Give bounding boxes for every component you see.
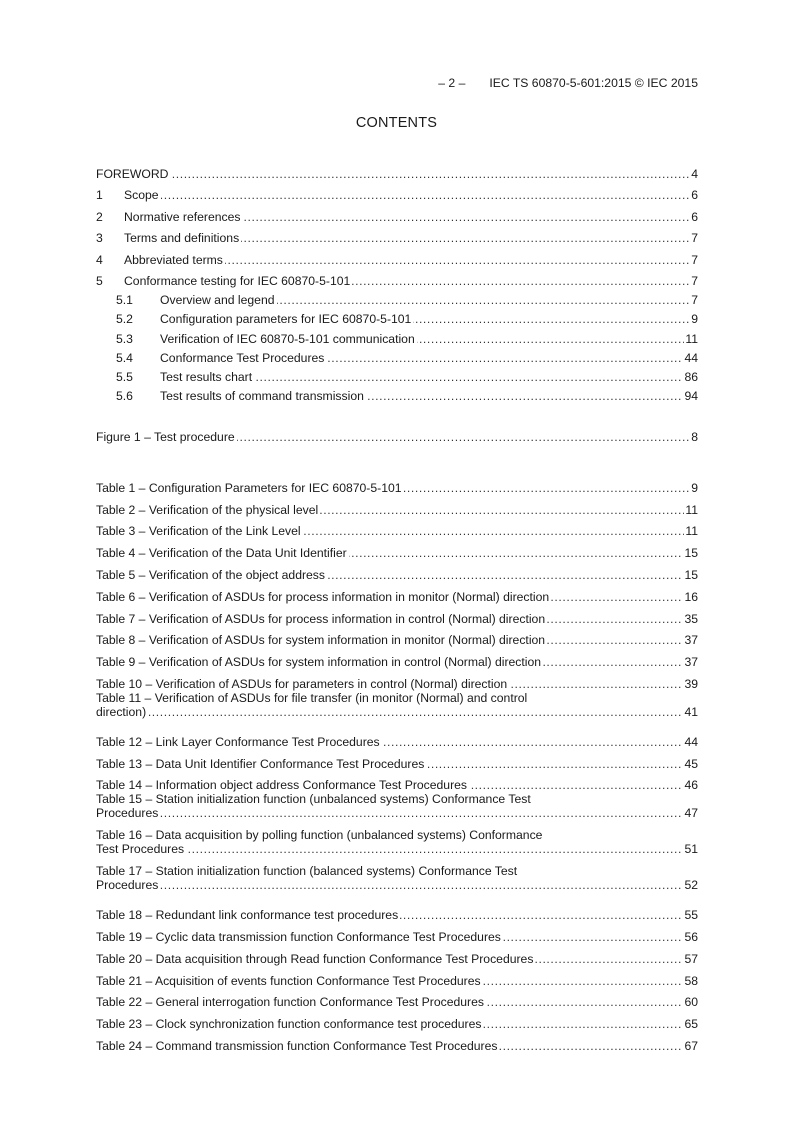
toc-entry-page: 11 <box>685 524 698 539</box>
toc-sections <box>96 159 698 403</box>
toc-entry-label: Table 6 – Verification of ASDUs for process information in monitor (Normal) direction <box>96 589 550 604</box>
toc-entry-page: 57 <box>684 951 698 966</box>
toc-entry-table-3[interactable] <box>96 517 698 539</box>
toc-entry-label: Table 5 – Verification of the object address <box>96 567 325 582</box>
toc-entry-label: Table 19 – Cyclic data transmission function Conformance Test Procedures <box>96 929 501 944</box>
toc-entry-subsection-5-2[interactable] <box>96 307 698 326</box>
subsection-number: 5.6 <box>116 389 133 404</box>
toc-entry-page: 6 <box>691 188 698 202</box>
toc-entry-page: 15 <box>684 567 698 582</box>
subsection-number: 5.2 <box>116 312 133 327</box>
toc-entry-page: 58 <box>684 973 698 988</box>
toc-entry-table-7[interactable] <box>96 604 698 626</box>
toc-entry-label: Table 4 – Verification of the Data Unit Identifier <box>96 546 347 561</box>
toc-entry-subsection-5-3[interactable] <box>96 326 698 345</box>
toc-entry-label: Scope <box>124 188 159 202</box>
toc-entry-table-14[interactable] <box>96 771 698 793</box>
toc-entry-label: Conformance testing for IEC 60870-5-101 <box>124 274 351 288</box>
toc-entry-table-18[interactable] <box>96 900 698 922</box>
toc-entry-page: 60 <box>684 995 698 1010</box>
toc-entry-page: 37 <box>684 633 698 648</box>
toc-entry-label: Table 20 – Data acquisition through Read function Conformance Test Procedures <box>96 951 534 966</box>
toc-entry-page: 8 <box>691 430 698 444</box>
toc-entry-label-line1: Table 15 – Station initialization function (unbalanced systems) Conformance Test <box>96 792 531 807</box>
section-number: 2 <box>96 209 103 224</box>
section-number: 3 <box>96 231 103 245</box>
toc-entry-label: Verification of IEC 60870-5-101 communication <box>160 331 415 346</box>
toc-entry-label: Terms and definitions <box>124 231 240 245</box>
toc-entry-label: Table 8 – Verification of ASDUs for system information in monitor (Normal) direction <box>96 633 546 648</box>
toc-entry-table-9[interactable] <box>96 647 698 669</box>
toc-entry-foreword[interactable] <box>96 159 698 181</box>
toc-entry-table-20[interactable] <box>96 944 698 966</box>
toc-entry-table-6[interactable] <box>96 582 698 604</box>
toc-entry-page: 65 <box>684 1017 698 1032</box>
subsection-number: 5.5 <box>116 369 133 384</box>
toc-entry-page: 94 <box>684 389 698 404</box>
toc-entry-label: FOREWORD <box>96 166 169 181</box>
toc-entry-page: 47 <box>684 806 698 821</box>
toc-entry-page: 67 <box>684 1038 698 1053</box>
page-number: – 2 – <box>438 76 466 90</box>
toc-entry-label-line1: Table 16 – Data acquisition by polling function (unbalanced systems) Conformance <box>96 828 543 843</box>
toc-entry-label: Normative references <box>124 209 241 224</box>
toc-entry-subsection-5-4[interactable] <box>96 346 698 365</box>
subsection-number: 5.4 <box>116 350 133 365</box>
toc-entry-page: 39 <box>684 676 698 691</box>
toc-entry-table-5[interactable] <box>96 560 698 582</box>
toc-entry-label: Table 1 – Configuration Parameters for IEC 60870-5-101 <box>96 480 402 495</box>
running-header <box>438 76 698 90</box>
toc-entry-page: 55 <box>684 908 698 923</box>
toc-entry-page: 7 <box>691 293 698 308</box>
toc-entry-label: Conformance Test Procedures <box>160 350 325 365</box>
toc-entry-label-line2: Procedures <box>96 806 159 821</box>
toc-entry-table-15[interactable] <box>96 792 698 828</box>
toc-figures <box>96 428 698 444</box>
toc-entry-label-line1: Table 11 – Verification of ASDUs for file transfer (in monitor (Normal) and control <box>96 690 528 705</box>
toc-entry-page: 44 <box>684 350 698 365</box>
toc-entry-subsection-5-1[interactable] <box>96 288 698 307</box>
toc-entry-page: 6 <box>691 209 698 224</box>
toc-entry-page: 35 <box>684 611 698 626</box>
toc-entry-table-1[interactable] <box>96 473 698 495</box>
toc-entry-label: Table 3 – Verification of the Link Level <box>96 524 301 539</box>
subsection-number: 5.1 <box>116 293 133 308</box>
toc-entry-section-5[interactable] <box>96 267 698 289</box>
toc-entry-subsection-5-5[interactable] <box>96 365 698 384</box>
document-id: IEC TS 60870-5-601:2015 © IEC 2015 <box>489 76 698 90</box>
toc-entry-label: Table 10 – Verification of ASDUs for parameters in control (Normal) direction <box>96 676 508 691</box>
toc-entry-table-19[interactable] <box>96 922 698 944</box>
toc-entry-label: Table 22 – General interrogation function Conformance Test Procedures <box>96 995 484 1010</box>
toc-entry-page: 86 <box>684 369 698 384</box>
section-number: 4 <box>96 252 103 267</box>
toc-entry-page: 15 <box>684 546 698 561</box>
toc-entry-label: Test results of command transmission <box>160 389 364 404</box>
toc-entry-label: Table 18 – Redundant link conformance test procedures <box>96 908 399 923</box>
toc-entry-page: 46 <box>684 778 698 793</box>
toc-entry-table-8[interactable] <box>96 626 698 648</box>
toc-entry-label: Table 2 – Verification of the physical level <box>96 502 319 517</box>
toc-entry-table-10[interactable] <box>96 669 698 691</box>
section-number: 1 <box>96 188 103 202</box>
toc-entry-page: 7 <box>691 231 698 245</box>
toc-entry-label: Table 21 – Acquisition of events function Conformance Test Procedures <box>96 973 481 988</box>
toc-entry-page: 16 <box>684 589 698 604</box>
toc-entry-table-21[interactable] <box>96 966 698 988</box>
toc-entry-label-line2: Test Procedures <box>96 842 185 857</box>
toc-entry-table-17[interactable] <box>96 864 698 900</box>
toc-entry-page: 9 <box>691 312 698 327</box>
toc-entry-table-11[interactable] <box>96 691 698 727</box>
toc-entry-table-16[interactable] <box>96 828 698 864</box>
toc-entry-page: 45 <box>684 756 698 771</box>
toc-entry-table-12[interactable] <box>96 727 698 749</box>
toc-entry-figure-1[interactable] <box>96 428 698 444</box>
toc-entry-table-24[interactable] <box>96 1031 698 1053</box>
toc-entry-table-22[interactable] <box>96 988 698 1010</box>
toc-entry-page: 7 <box>691 274 698 288</box>
toc-entry-page: 11 <box>685 502 698 517</box>
toc-entry-page: 37 <box>684 655 698 670</box>
toc-entry-table-4[interactable] <box>96 538 698 560</box>
toc-entry-label: Table 7 – Verification of ASDUs for process information in control (Normal) direction <box>96 611 546 626</box>
toc-entry-label: Abbreviated terms <box>124 252 223 267</box>
toc-entry-label: Table 13 – Data Unit Identifier Conformance Test Procedures <box>96 756 425 771</box>
toc-entry-label: Test results chart <box>160 369 253 384</box>
toc-entry-section-4[interactable] <box>96 245 698 267</box>
toc-entry-label: Table 9 – Verification of ASDUs for system information in control (Normal) direction <box>96 655 542 670</box>
toc-entry-page: 4 <box>691 166 698 181</box>
toc-entry-label: Table 12 – Link Layer Conformance Test Procedures <box>96 734 380 749</box>
toc-entry-page: 44 <box>684 734 698 749</box>
toc-entry-label-line1: Table 17 – Station initialization function (balanced systems) Conformance Test <box>96 864 518 879</box>
toc-tables <box>96 473 698 1053</box>
toc-entry-label-line2: direction) <box>96 704 147 719</box>
toc-entry-table-13[interactable] <box>96 749 698 771</box>
toc-entry-page: 11 <box>685 331 698 346</box>
toc-entry-label: Overview and legend <box>160 293 275 308</box>
toc-entry-label: Configuration parameters for IEC 60870-5-101 <box>160 312 412 327</box>
toc-entry-page: 7 <box>691 252 698 267</box>
toc-entry-label: Table 23 – Clock synchronization function conformance test procedures <box>96 1017 482 1032</box>
toc-entry-page: 56 <box>684 929 698 944</box>
toc-entry-label: Table 24 – Command transmission function Conformance Test Procedures <box>96 1038 498 1053</box>
page-title: CONTENTS <box>355 115 438 131</box>
toc-entry-section-3[interactable] <box>96 224 698 246</box>
toc-entry-section-1[interactable] <box>96 181 698 203</box>
toc-entry-label: Figure 1 – Test procedure <box>96 430 235 444</box>
toc-entry-table-2[interactable] <box>96 495 698 517</box>
toc-entry-page: 51 <box>684 842 698 857</box>
section-number: 5 <box>96 274 103 288</box>
toc-entry-section-2[interactable] <box>96 202 698 224</box>
toc-entry-subsection-5-6[interactable] <box>96 384 698 403</box>
toc-entry-table-23[interactable] <box>96 1009 698 1031</box>
toc-entry-label-line2: Procedures <box>96 878 159 893</box>
toc-entry-page: 9 <box>691 480 698 495</box>
toc-entry-page: 52 <box>684 878 698 893</box>
toc-entry-page: 41 <box>684 704 698 719</box>
subsection-number: 5.3 <box>116 331 133 346</box>
toc-entry-label: Table 14 – Information object address Conformance Test Procedures <box>96 778 468 793</box>
